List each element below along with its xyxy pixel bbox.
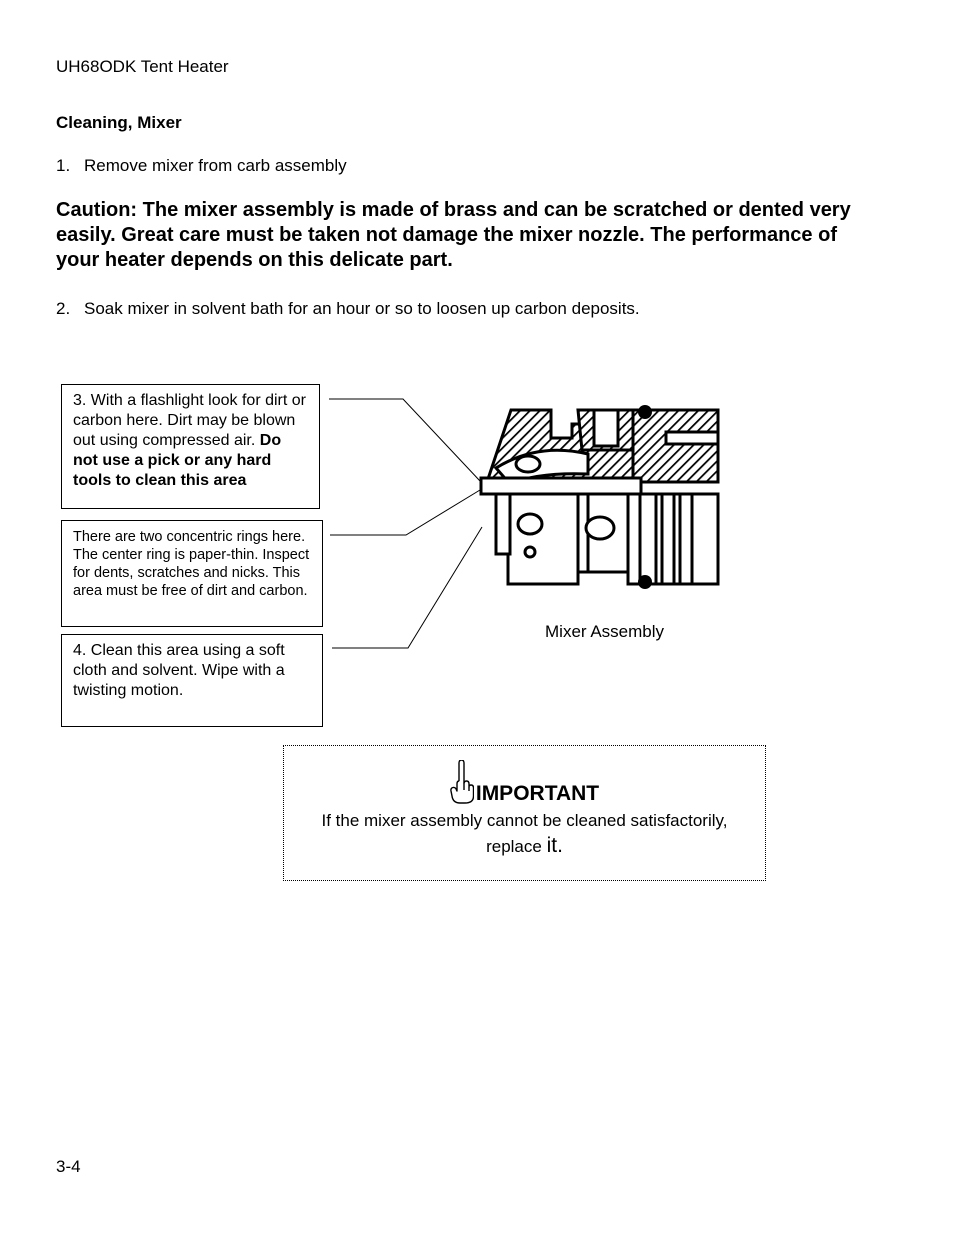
callout-clean-area-text: 4. Clean this area using a soft cloth and solvent. Wipe with a twisting motion. [73, 642, 285, 699]
callout-concentric-rings-text: There are two concentric rings here. The center ring is paper-thin. Inspect for dents, scratches and nicks. This area must be free of dirt and carbon. [73, 529, 310, 599]
mixer-inlet-port [516, 456, 540, 472]
callout-leader-lines [320, 380, 490, 660]
mixer-thread-housing [633, 410, 718, 482]
callout-inspect-dirt-warning: Do not use a pick or any hard tools to clean this area [73, 432, 282, 489]
step-2-number: 2. [56, 299, 71, 318]
mixer-thread-inset [666, 432, 718, 444]
callout-inspect-dirt [61, 384, 320, 509]
important-text-tail: it. [546, 834, 563, 857]
step-2-text: Soak mixer in solvent bath for an hour or so to loosen up carbon deposits. [84, 299, 640, 318]
mixer-lower-slot-4 [656, 494, 662, 584]
mixer-air-hole-3 [525, 547, 535, 557]
important-notice [283, 745, 766, 881]
callout-inspect-dirt-text: 3. With a flashlight look for dirt or carbon here. Dirt may be blown out using compressed air. [73, 392, 306, 449]
step-1-text: Remove mixer from carb assembly [84, 156, 347, 175]
mixer-o-ring-bottom [638, 575, 652, 589]
mixer-air-hole-1 [518, 514, 542, 534]
mixer-o-ring-top [638, 405, 652, 419]
important-heading [284, 760, 765, 808]
mixer-lower-slot-5 [674, 494, 680, 584]
mixer-lower-slot-3 [628, 494, 640, 584]
important-heading-text: IMPORTANT [475, 782, 600, 805]
document-header-title: UH68ODK Tent Heater [56, 57, 229, 76]
pointing-finger-icon [450, 760, 474, 804]
mixer-nozzle-tip [481, 478, 641, 494]
leader-line-callout-1 [329, 399, 480, 481]
diagram-caption: Mixer Assembly [545, 622, 665, 641]
step-1-number: 1. [56, 156, 71, 175]
mixer-air-hole-2 [586, 517, 614, 539]
mixer-lower-slot-1 [496, 494, 510, 554]
step-2 [56, 299, 640, 319]
mixer-port-window [594, 410, 618, 446]
callout-concentric-rings [61, 520, 323, 627]
mixer-lower-slot-6 [692, 494, 718, 584]
step-1 [56, 156, 347, 176]
page-number: 3-4 [56, 1157, 81, 1176]
important-text-main: If the mixer assembly cannot be cleaned satisfactorily, replace [321, 811, 728, 856]
leader-line-callout-2 [330, 490, 480, 535]
section-title: Cleaning, Mixer [56, 113, 182, 132]
important-text [284, 808, 765, 859]
callout-clean-area [61, 634, 323, 727]
leader-line-callout-3 [332, 527, 482, 648]
mixer-assembly-diagram [478, 402, 728, 602]
caution-warning: Caution: The mixer assembly is made of brass and can be scratched or dented very easily. Great care must be taken not damage the mixer nozzle. The performance of your heater depends on this delicate part. [56, 199, 851, 271]
